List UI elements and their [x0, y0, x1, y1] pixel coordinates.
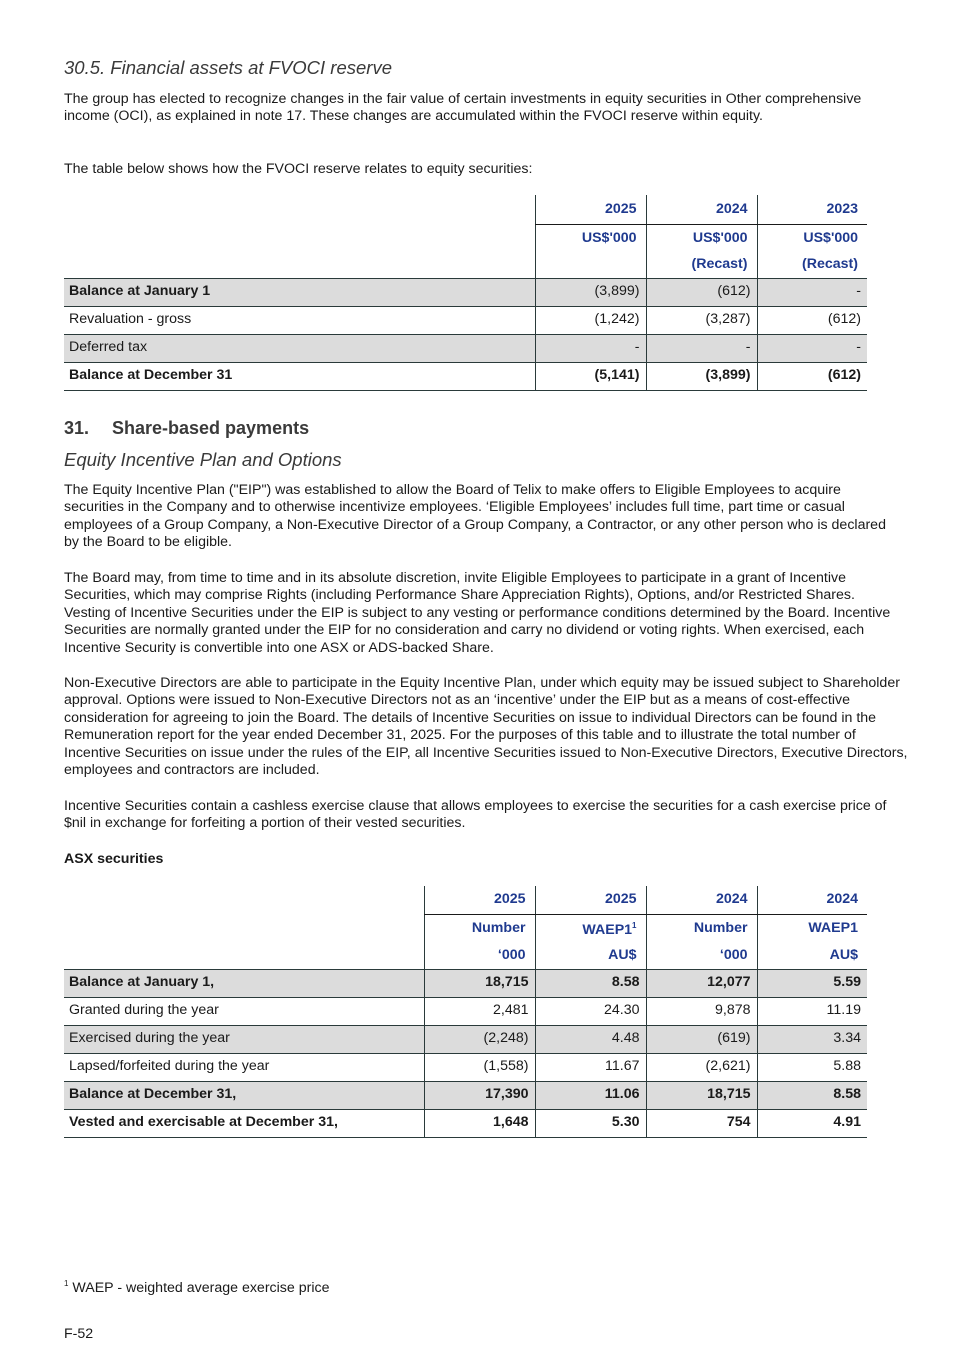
column-header-note: [535, 252, 646, 278]
cell-value: 4.91: [757, 1109, 867, 1137]
asx-securities-table: [64, 886, 867, 1138]
eip-paragraph-3: Non-Executive Directors are able to participate in the Equity Incentive Plan, under which equity may be issued subject to Shareholder approval. Options were issued to Non-Executive Directors not as an ‘incentive’ under the EIP but as a means of cost-effective consideration for agreeing to join the Board. The details of Incentive Securities on issue to individual Directors can be found in the Remuneration report for the year ended December 31, 2025. For the purposes of this table and to illustrate the total number of Incentive Securities on issue under the rules of the EIP, all Incentive Securities issued to Non-Executive Directors, Executive Directors, employees and contractors are included.: [64, 675, 908, 779]
cell-value: 12,077: [646, 969, 757, 997]
section-title: Share-based payments: [112, 418, 310, 438]
cell-value: 5.59: [757, 969, 867, 997]
cell-value: (619): [646, 1025, 757, 1053]
column-header-year: 2025: [535, 886, 646, 914]
table-row-total: [64, 362, 867, 390]
row-label: Revaluation - gross: [64, 306, 535, 334]
table-header-unit: [64, 942, 867, 969]
row-label: Balance at December 31: [64, 362, 535, 390]
eip-paragraph-1: The Equity Incentive Plan ("EIP") was established to allow the Board of Telix to make offers to Eligible Employees to acquire securities in the Company and to otherwise incentivize employees. ‘Eligible Employees’ includes full time, part time or casual employees of a Group Company, a Non-Executive Director of a Group Company, a Contractor, or any other person who is declared by the Board to be eligible.: [64, 482, 886, 551]
table-row: [64, 1025, 867, 1053]
cell-value: -: [757, 334, 867, 362]
column-header-unit: US$'000: [757, 224, 867, 252]
page-number: F-52: [64, 1326, 94, 1342]
cell-value: 24.30: [535, 997, 646, 1025]
row-label: Deferred tax: [64, 334, 535, 362]
column-header-unit: ‘000: [646, 942, 757, 969]
cell-value: 2,481: [424, 997, 535, 1025]
cell-value: -: [646, 334, 757, 362]
cell-value: (2,248): [424, 1025, 535, 1053]
column-header-year: 2023: [757, 195, 867, 224]
cell-value: 754: [646, 1109, 757, 1137]
footnote-marker: 1: [64, 1279, 69, 1288]
column-header-unit: US$'000: [535, 224, 646, 252]
column-header-unit: AU$: [535, 942, 646, 969]
row-label: Lapsed/forfeited during the year: [64, 1053, 424, 1081]
cell-value: (3,899): [646, 362, 757, 390]
table-row: [64, 334, 867, 362]
cell-value: (3,287): [646, 306, 757, 334]
cell-value: 1,648: [424, 1109, 535, 1137]
column-header-year: 2024: [646, 195, 757, 224]
cell-value: 18,715: [424, 969, 535, 997]
row-label: Balance at December 31,: [64, 1081, 424, 1109]
cell-value: 4.48: [535, 1025, 646, 1053]
row-label: Balance at January 1,: [64, 969, 424, 997]
cell-value: 17,390: [424, 1081, 535, 1109]
cell-value: 9,878: [646, 997, 757, 1025]
cell-value: -: [535, 334, 646, 362]
cell-value: (5,141): [535, 362, 646, 390]
cell-value: 5.30: [535, 1109, 646, 1137]
column-header-note: (Recast): [757, 252, 867, 278]
cell-value: (612): [757, 306, 867, 334]
table-row: [64, 1053, 867, 1081]
column-header-measure: WAEP1: [757, 914, 867, 942]
row-label: Vested and exercisable at December 31,: [64, 1109, 424, 1137]
cell-value: (1,242): [535, 306, 646, 334]
column-header-year: 2025: [424, 886, 535, 914]
cell-value: 18,715: [646, 1081, 757, 1109]
cell-value: 5.88: [757, 1053, 867, 1081]
section-30-5-title: 30.5. Financial assets at FVOCI reserve: [64, 57, 392, 78]
fvoci-paragraph-2: The table below shows how the FVOCI reserve relates to equity securities:: [64, 161, 533, 177]
table-row: [64, 306, 867, 334]
column-header-year: 2024: [646, 886, 757, 914]
cell-value: 11.19: [757, 997, 867, 1025]
table-header-units: [64, 224, 867, 252]
row-label: Granted during the year: [64, 997, 424, 1025]
column-header-measure: Number: [646, 914, 757, 942]
row-label: Balance at January 1: [64, 278, 535, 306]
cell-value: 8.58: [757, 1081, 867, 1109]
table-header-years: [64, 195, 867, 224]
cell-value: 11.67: [535, 1053, 646, 1081]
row-label: Exercised during the year: [64, 1025, 424, 1053]
column-header-unit: US$'000: [646, 224, 757, 252]
asx-securities-heading: ASX securities: [64, 851, 164, 867]
footnote-marker: 1: [632, 921, 637, 931]
cell-value: 3.34: [757, 1025, 867, 1053]
table-header-notes: [64, 252, 867, 278]
eip-paragraph-4: Incentive Securities contain a cashless exercise clause that allows employees to exercise the securities for a cash exercise price of $nil in exchange for forfeiting a portion of their vested securities.: [64, 798, 887, 832]
footnote: [64, 1275, 329, 1297]
cell-value: 11.06: [535, 1081, 646, 1109]
cell-value: -: [757, 278, 867, 306]
cell-value: (3,899): [535, 278, 646, 306]
cell-value: (1,558): [424, 1053, 535, 1081]
footnote-text: WAEP - weighted average exercise price: [68, 1280, 330, 1296]
section-31-heading: [64, 420, 309, 437]
table-row: [64, 1081, 867, 1109]
cell-value: (612): [757, 362, 867, 390]
table-row: [64, 997, 867, 1025]
column-header-note: (Recast): [646, 252, 757, 278]
table-row: [64, 969, 867, 997]
fvoci-paragraph-1: The group has elected to recognize changes in the fair value of certain investments in equity securities in Other comprehensive income (OCI), as explained in note 17. These changes are accumulated within the FVOCI reserve within equity.: [64, 91, 862, 125]
cell-value: 8.58: [535, 969, 646, 997]
table-header-years: [64, 886, 867, 914]
fvoci-reserve-table: [64, 195, 867, 391]
table-row: [64, 278, 867, 306]
cell-value: (612): [646, 278, 757, 306]
section-31-subtitle: Equity Incentive Plan and Options: [64, 449, 342, 470]
column-header-year: 2024: [757, 886, 867, 914]
section-number: 31.: [64, 418, 90, 438]
cell-value: (2,621): [646, 1053, 757, 1081]
table-row: [64, 1109, 867, 1137]
column-header-unit: AU$: [757, 942, 867, 969]
column-header-measure: WAEP1$^1$: [535, 914, 646, 942]
column-header-measure: Number: [424, 914, 535, 942]
column-header-unit: ‘000: [424, 942, 535, 969]
column-header-year: 2025: [535, 195, 646, 224]
table-header-measure: [64, 914, 867, 942]
eip-paragraph-2: The Board may, from time to time and in its absolute discretion, invite Eligible Employees to participate in a grant of Incentive Securities, which may comprise Rights (including Performance Share Appreciation Rights), Options, and/or Restricted Shares. Vesting of Incentive Securities under the EIP is subject to any vesting or performance conditions determined by the Board. Incentive Securities are normally granted under the EIP for no consideration and carry no dividend or voting rights. When exercised, each Incentive Security is convertible into one ASX or ADS-backed Share.: [64, 570, 891, 656]
